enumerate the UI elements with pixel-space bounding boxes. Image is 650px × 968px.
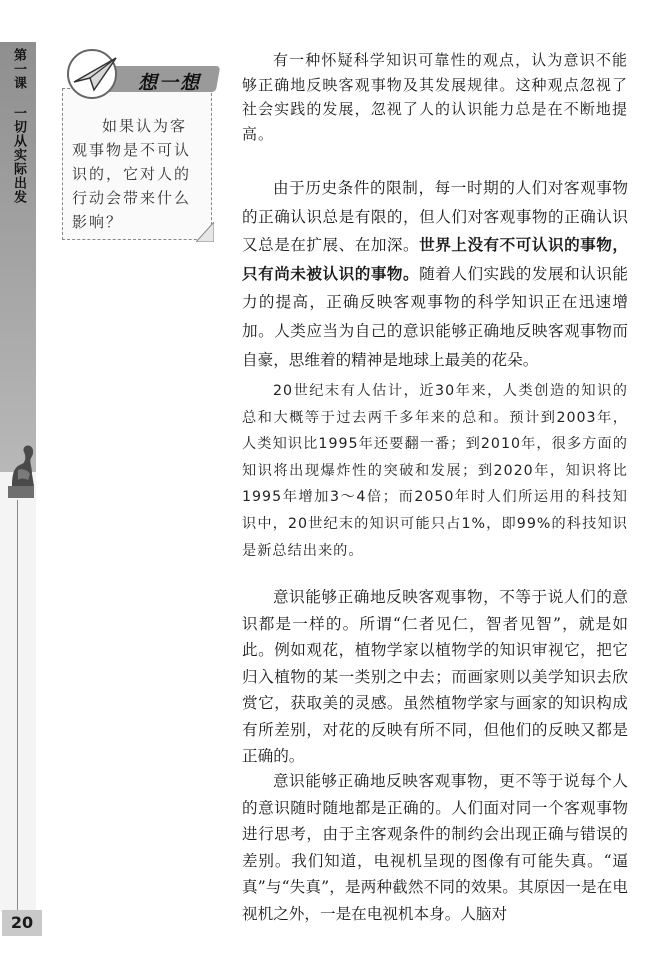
paragraph-4: 意识能够正确地反映客观事物，不等于说人们的意识都是一样的。所谓“仁者见仁，智者见智”，就是如此。例如观花，植物学家以植物学的知识审视它，把它归入植物的某一类别之中去；而画家则以美学知识去欣赏它，获取美的灵感。虽然植物学家与画家的知识构成有所差别，对花的反映有所不同，但他们的反映又都是正确的。 <box>242 588 628 765</box>
page-number: 20 <box>2 910 42 936</box>
margin-rule <box>17 500 18 910</box>
page-curl <box>196 222 214 242</box>
key-statement: 世界上没有不可认识的事物，只有尚未被认识的事物。 <box>242 236 628 283</box>
lesson-title: 第一课 一切从实际出发 <box>11 48 26 204</box>
paragraph-2-end: 随着人们实践的发展和认识能力的提高，正确反映客观事物的科学知识正在迅速增加。人类应当为自己的意识能够正确地反映客观事物而自豪，思维着的精神是地球上最美的花朵。 <box>242 264 628 369</box>
thinker-statue-icon <box>4 440 38 500</box>
knowledge-note: 20世纪末有人估计，近30年来，人类创造的知识的总和大概等于过去两千多年来的总和。预计到2003年，人类知识比1995年还要翻一番；到2010年，很多方面的知识将出现爆炸性的突破和发展；到2020年，知识将比1995年增加3～4倍；而2050年时人们所运用的科技知识中，20世纪末的知识可能只占1%，即99%的科技知识是新总结出来的。 <box>242 383 628 559</box>
paragraph-1: 有一种怀疑科学知识可靠性的观点，认为意识不能够正确地反映客观事物及其发展规律。这种观点忽视了社会实践的发展，忽视了人的认识能力总是在不断地提高。 <box>242 51 628 143</box>
sidebar-lower-band <box>0 472 36 912</box>
paragraph-2 <box>242 174 628 374</box>
think-question: 如果认为客观事物是不可认识的，它对人的行动会带来什么影响？ <box>72 117 192 231</box>
think-title: 想一想 <box>138 72 202 94</box>
paragraph-2-start: 由于历史条件的限制，每一时期的人们对客观事物的正确认识总是有限的，但人们对客观事物的正确认识又总是在扩展、在加深。 <box>242 179 628 255</box>
paper-plane-icon <box>64 44 124 104</box>
paragraph-5: 意识能够正确地反映客观事物，更不等于说每个人的意识随时随地都是正确的。人们面对同一个客观事物进行思考，由于主客观条件的制约会出现正确与错误的差别。我们知道，电视机呈现的图像有可能失真。“逼真”与“失真”，是两种截然不同的效果。其原因一是在电视机之外，一是在电视机本身。人脑对 <box>242 772 628 923</box>
